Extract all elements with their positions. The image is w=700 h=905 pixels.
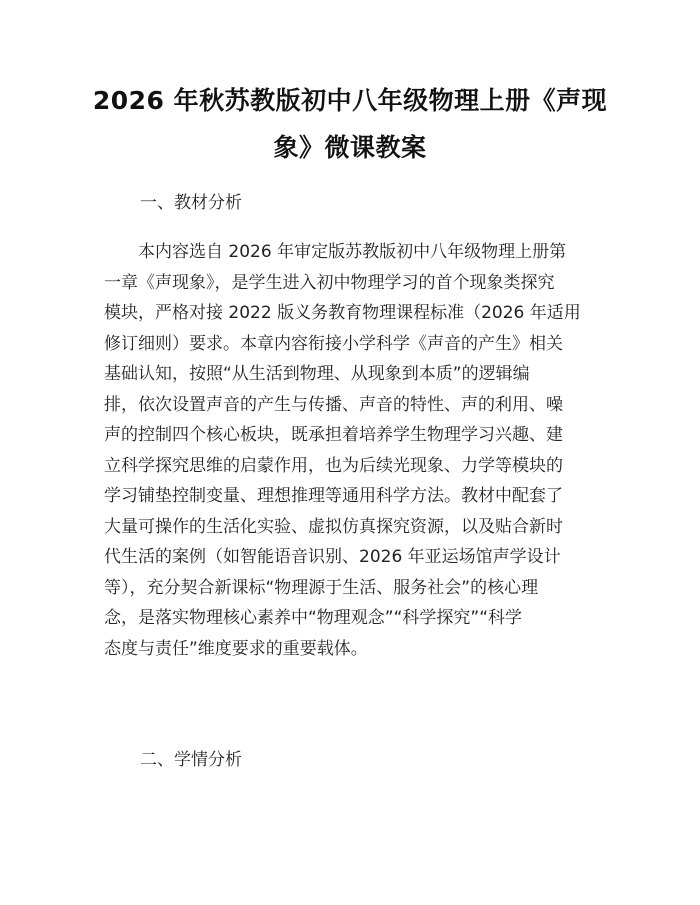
paragraph-line: 大量可操作的生活化实验、虚拟仿真探究资源，以及贴合新时 (104, 516, 563, 537)
paragraph-line: 等），充分契合新课标“物理源于生活、服务社会”的核心理 (104, 577, 539, 598)
paragraph-line: 一章《声现象》，是学生进入初中物理学习的首个现象类探究 (104, 272, 555, 293)
paragraph-line: 立科学探究思维的启蒙作用，也为后续光现象、力学等模块的 (104, 455, 563, 476)
paragraph-line: 排，依次设置声音的产生与传播、声音的特性、声的利用、噪 (104, 394, 563, 415)
paragraph-line: 修订细则）要求。本章内容衔接小学科学《声音的产生》相关 (104, 333, 563, 354)
paragraph-line: 本内容选自 2026 年审定版苏教版初中八年级物理上册第 (138, 242, 567, 262)
textbook-analysis-paragraph (104, 237, 604, 664)
paragraph-line: 念，是落实物理核心素养中“物理观念”“科学探究”“科学 (104, 608, 523, 628)
section-heading-learner-analysis: 二、学情分析 (140, 750, 242, 770)
paragraph-line: 态度与责任”维度要求的重要载体。 (104, 638, 368, 659)
paragraph-line: 模块，严格对接 2022 版义务教育物理课程标准（2026 年适用 (104, 303, 581, 323)
paragraph-line: 代生活的案例（如智能语音识别、2026 年亚运场馆声学设计 (104, 547, 561, 567)
section-heading-textbook-analysis: 一、教材分析 (140, 193, 242, 213)
paragraph-line: 基础认知，按照“从生活到物理、从现象到本质”的逻辑编 (104, 364, 530, 384)
paragraph-line: 学习铺垫控制变量、理想推理等通用科学方法。教材中配套了 (104, 486, 563, 506)
document-title-line-2: 象》微课教案 (273, 133, 427, 162)
document-title-line-1: 2026 年秋苏教版初中八年级物理上册《声现 (92, 86, 608, 115)
paragraph-line: 声的控制四个核心板块，既承担着培养学生物理学习兴趣、建 (104, 425, 563, 445)
